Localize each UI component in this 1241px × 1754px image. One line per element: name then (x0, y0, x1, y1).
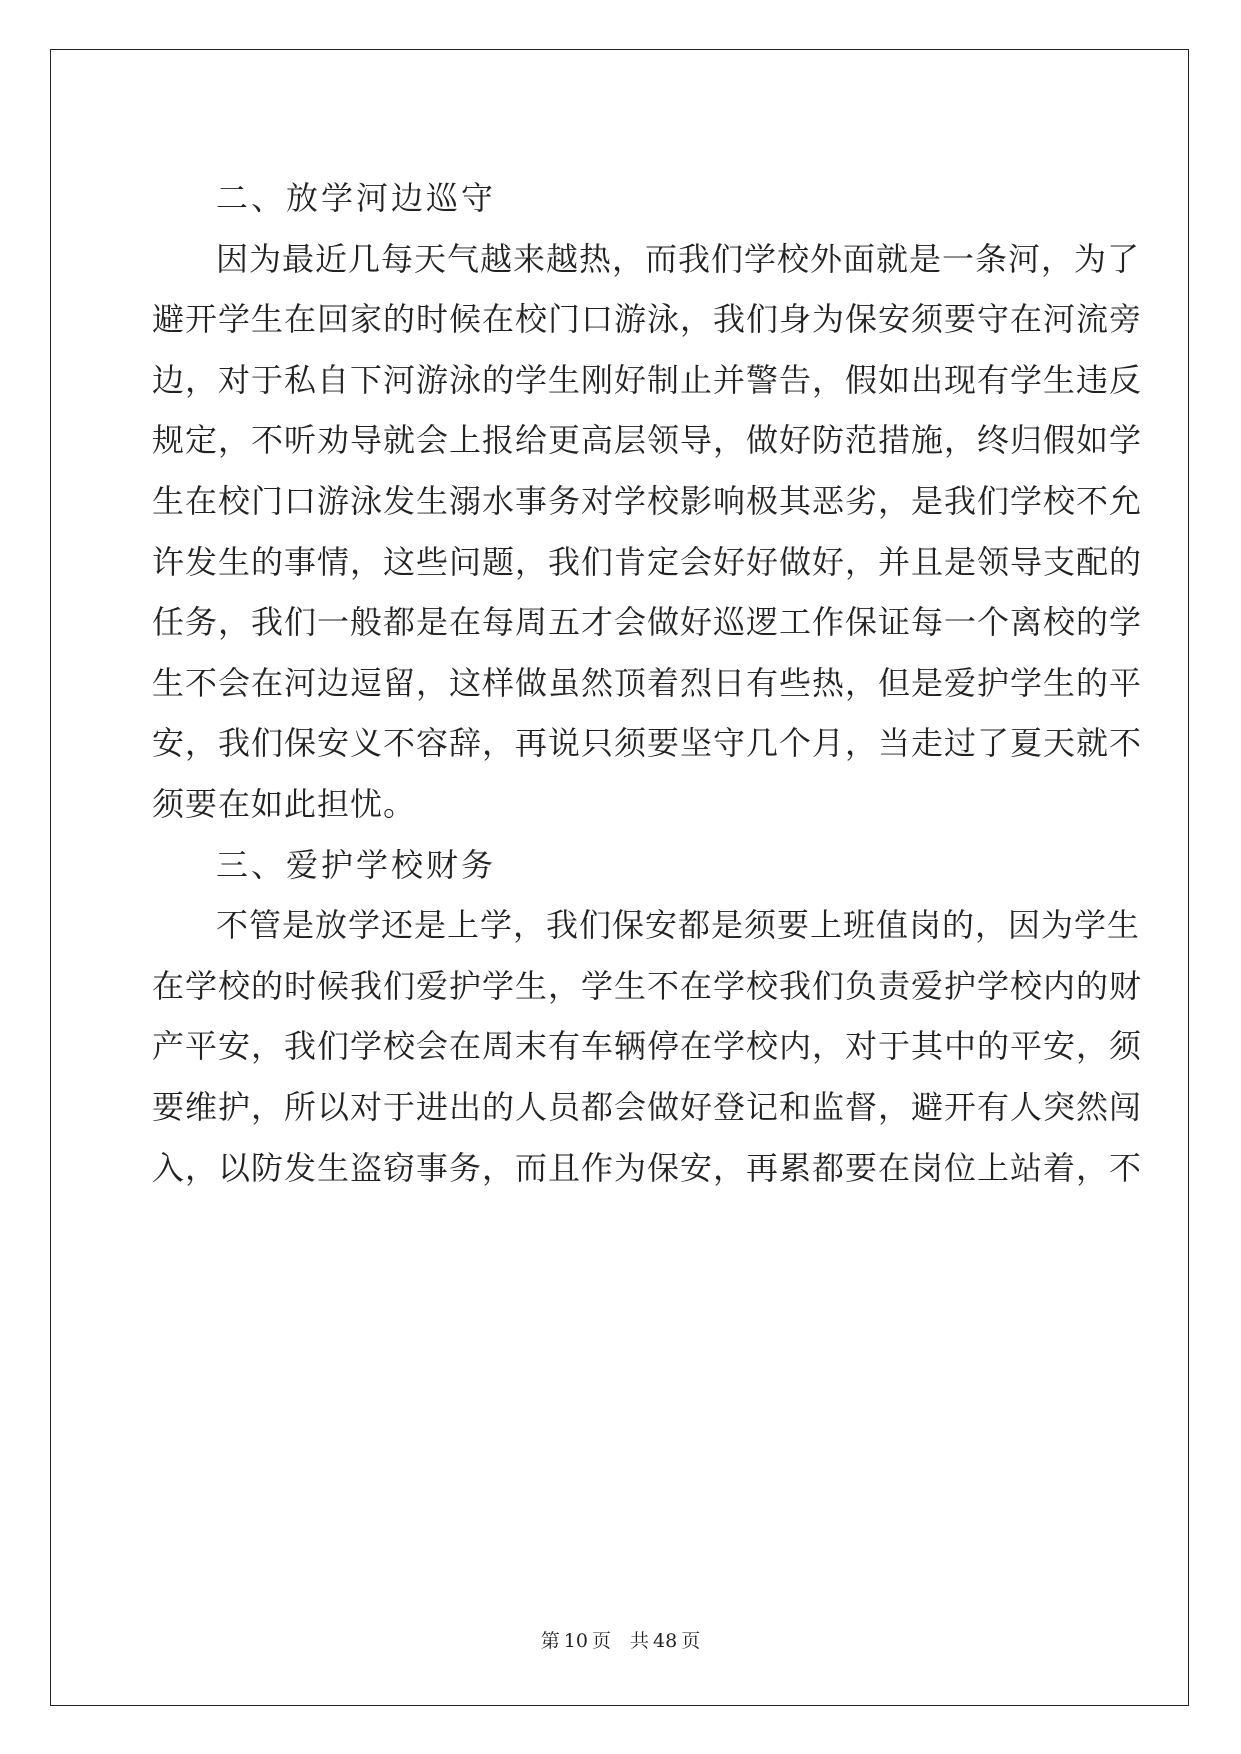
page-prefix: 第 (540, 1630, 560, 1652)
paragraph-line: 生在校门口游泳发生溺水事务对学校影响极其恶劣，是我们学校不允 (152, 481, 1143, 520)
paragraph-line: 不管是放学还是上学，我们保安都是须要上班值岗的，因为学生 (216, 906, 1141, 945)
paragraph-line: 避开学生在回家的时候在校门口游泳，我们身为保安须要守在河流旁 (152, 300, 1143, 339)
paragraph-line: 边，对于私自下河游泳的学生刚好制止并警告，假如出现有学生违反 (152, 360, 1143, 399)
document-body (152, 168, 1143, 1198)
paragraph-line: 规定，不听劝导就会上报给更高层领导，做好防范措施，终归假如学 (152, 421, 1143, 460)
page-mid: 页 共 (591, 1630, 649, 1652)
section-heading-3: 三、爱护学校财务 (216, 845, 497, 884)
paragraph-line: 许发生的事情，这些问题，我们肯定会好好做好，并且是领导支配的 (152, 542, 1143, 581)
section-heading-2: 二、放学河边巡守 (216, 179, 497, 217)
page-total: 48 (653, 1630, 678, 1652)
paragraph-line: 须要在如此担忧。 (152, 784, 417, 823)
paragraph-line: 产平安，我们学校会在周末有车辆停在学校内，对于其中的平安，须 (152, 1027, 1143, 1066)
paragraph-line: 安，我们保安义不容辞，再说只须要坚守几个月，当走过了夏天就不 (152, 724, 1143, 763)
page-number: 10 (563, 1630, 588, 1652)
paragraph-line: 生不会在河边逗留，这样做虽然顶着烈日有些热，但是爱护学生的平 (152, 663, 1143, 702)
paragraph-line: 要维护，所以对于进出的人员都会做好登记和监督，避开有人突然闯 (152, 1087, 1143, 1126)
paragraph-line: 在学校的时候我们爱护学生，学生不在学校我们负责爱护学校内的财 (152, 966, 1143, 1005)
paragraph-line: 任务，我们一般都是在每周五才会做好巡逻工作保证每一个离校的学 (152, 603, 1143, 642)
paragraph-line: 入，以防发生盗窃事务，而且作为保安，再累都要在岗位上站着，不 (152, 1148, 1143, 1187)
page-suffix: 页 (681, 1630, 701, 1652)
page-footer (0, 1626, 1241, 1653)
paragraph-line: 因为最近几每天气越来越热，而我们学校外面就是一条河，为了 (216, 239, 1141, 278)
